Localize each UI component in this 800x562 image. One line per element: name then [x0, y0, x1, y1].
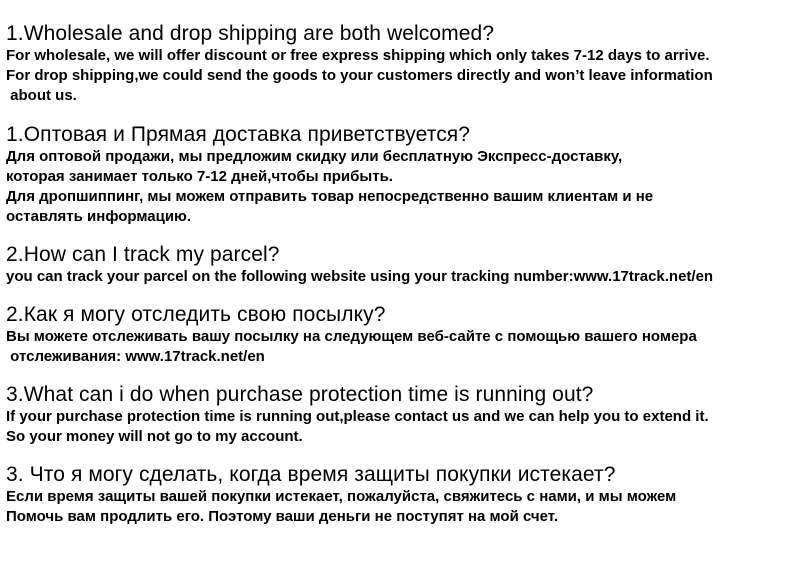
section-heading: 3.What can i do when purchase protection time is running out?	[6, 383, 594, 406]
section-heading: 3. Что я могу сделать, когда время защиты покупки истекает?	[6, 463, 616, 486]
section-body	[6, 407, 796, 447]
section-body	[6, 327, 796, 367]
body-line: Вы можете отслеживать вашу посылку на следующем веб-сайте с помощью вашего номера	[6, 328, 697, 345]
body-line: Если время защиты вашей покупки истекает, пожалуйста, свяжитесь с нами, и мы можем	[6, 488, 677, 505]
body-line: you can track your parcel on the following website using your tracking number:www.17track.net/en	[6, 268, 714, 285]
body-line: about us.	[6, 87, 77, 104]
faq-section-protection-ru	[6, 463, 796, 527]
section-heading: 2.How can I track my parcel?	[6, 243, 280, 266]
faq-section-protection-en	[6, 383, 796, 447]
body-line: For drop shipping,we could send the goods to your customers directly and won’t leave information	[6, 67, 713, 84]
section-body	[6, 147, 796, 227]
body-line: отслеживания: www.17track.net/en	[6, 348, 265, 365]
section-heading: 1.Wholesale and drop shipping are both welcomed?	[6, 22, 495, 45]
body-line: If your purchase protection time is running out,please contact us and we can help you to extend it.	[6, 408, 709, 425]
section-body	[6, 46, 796, 106]
body-line: оставлять информацию.	[6, 208, 192, 225]
section-body	[6, 487, 796, 527]
section-heading: 2.Как я могу отследить свою посылку?	[6, 303, 386, 326]
faq-section-wholesale-en	[6, 22, 796, 106]
section-heading: 1.Оптовая и Прямая доставка приветствуется?	[6, 123, 471, 146]
section-body	[6, 267, 796, 287]
faq-section-tracking-ru	[6, 303, 796, 367]
body-line: So your money will not go to my account.	[6, 428, 303, 445]
body-line: Для оптовой продажи, мы предложим скидку или бесплатную Экспресс-доставку,	[6, 148, 623, 165]
body-line: которая занимает только 7-12 дней,чтобы прибыть.	[6, 168, 393, 185]
faq-section-wholesale-ru	[6, 123, 796, 227]
body-line: Для дропшиппинг, мы можем отправить товар непосредственно вашим клиентам и не	[6, 188, 654, 205]
body-line: Помочь вам продлить его. Поэтому ваши деньги не поступят на мой счет.	[6, 508, 558, 525]
body-line: For wholesale, we will offer discount or free express shipping which only takes 7-12 days to arrive.	[6, 47, 710, 64]
faq-section-tracking-en	[6, 243, 796, 287]
